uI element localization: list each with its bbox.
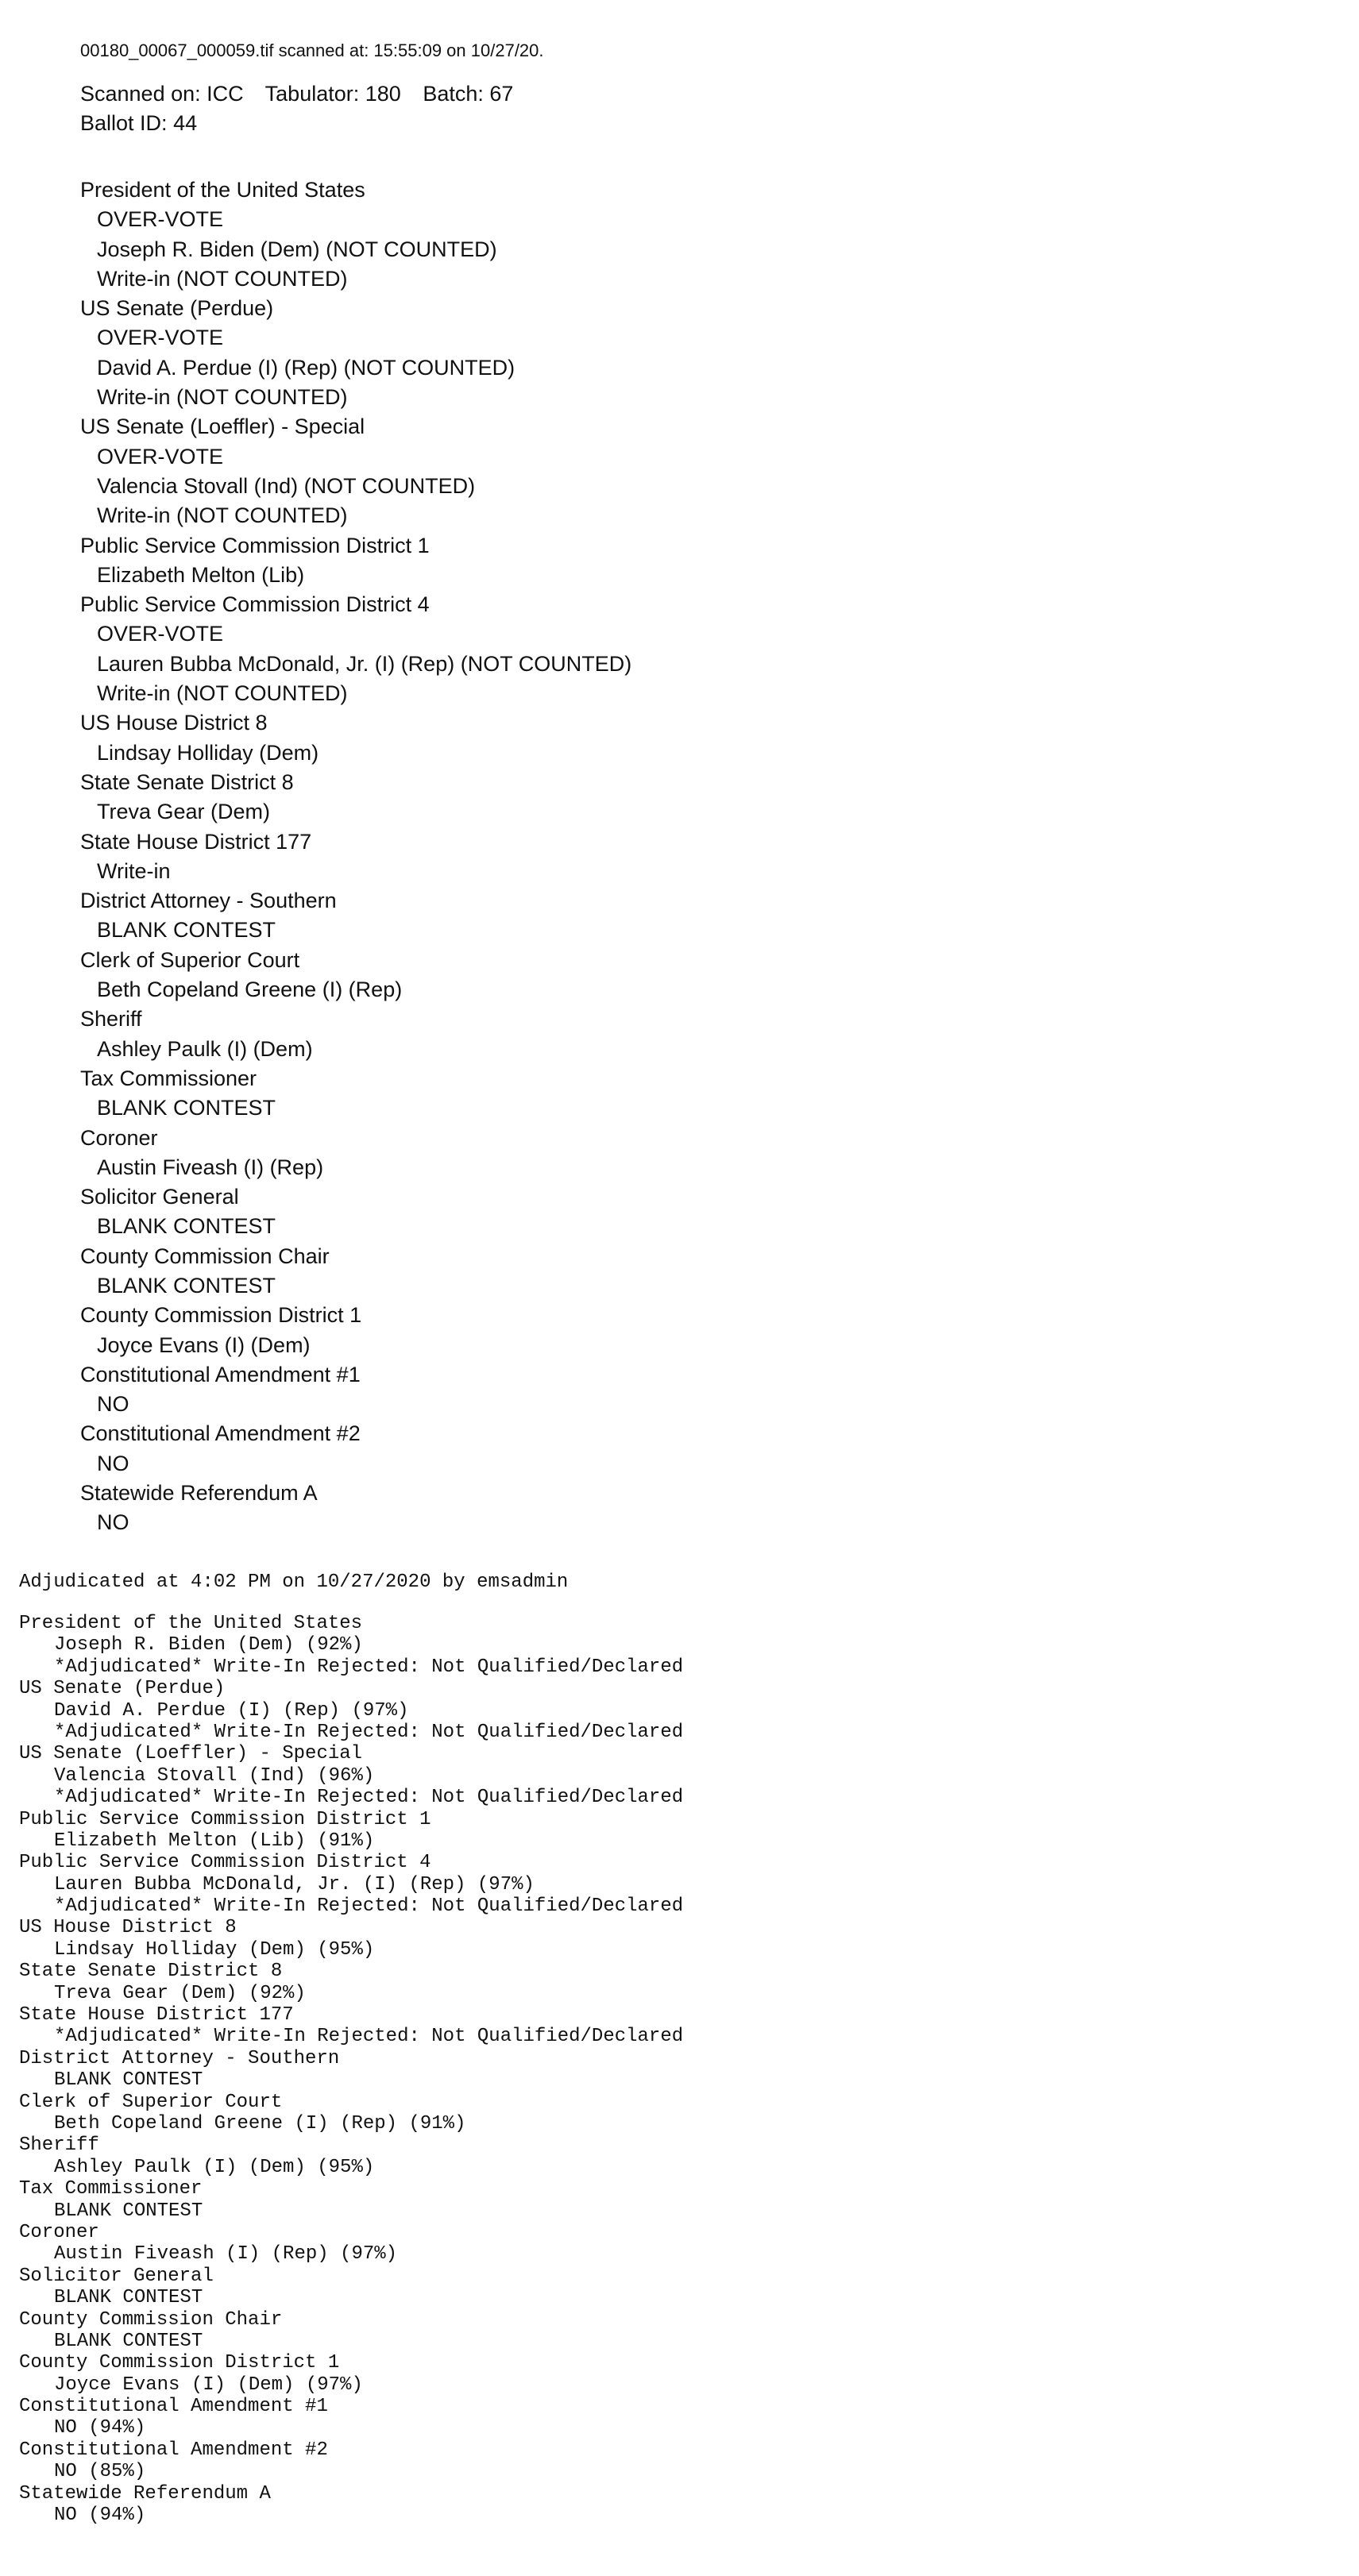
tabulator-value: 180 [365, 82, 401, 106]
contest-title: District Attorney - Southern [19, 2047, 340, 2069]
contest-choice: BLANK CONTEST [97, 1214, 276, 1239]
scan-header [80, 38, 544, 138]
contest-choice: OVER-VOTE [97, 207, 224, 232]
contest-title: Clerk of Superior Court [19, 2091, 283, 2113]
contest-title: US House District 8 [19, 1917, 237, 1939]
contest-choice: Joseph R. Biden (Dem) (NOT COUNTED) [97, 237, 497, 261]
contest-choice: *Adjudicated* Write-In Rejected: Not Qualified/Declared [54, 1721, 684, 1743]
ballot-id-value: 44 [173, 111, 198, 135]
contest-title: Constitutional Amendment #1 [19, 2396, 328, 2418]
contest-choice: BLANK CONTEST [54, 2330, 203, 2352]
contest-choice: *Adjudicated* Write-In Rejected: Not Qualified/Declared [54, 1656, 684, 1678]
contest-choice: Treva Gear (Dem) (92%) [54, 1982, 306, 2004]
contest-choice: Lauren Bubba McDonald, Jr. (I) (Rep) (97%) [54, 1873, 535, 1895]
scan-meta-line-2 [80, 109, 544, 138]
contest-title: Sheriff [19, 2134, 99, 2157]
contest-title: County Commission Chair [19, 2308, 283, 2331]
contest-choice: Treva Gear (Dem) [97, 800, 271, 824]
contest-choice: NO [97, 1392, 129, 1417]
contest-choice: David A. Perdue (I) (Rep) (NOT COUNTED) [97, 355, 515, 380]
contest-choice: Elizabeth Melton (Lib) [97, 562, 305, 587]
contest-choice: BLANK CONTEST [97, 1273, 276, 1298]
contest-choice: BLANK CONTEST [54, 2287, 203, 2309]
contest-choice: Write-in (NOT COUNTED) [97, 385, 348, 410]
contest-choice: BLANK CONTEST [54, 2069, 203, 2092]
contest-title: Constitutional Amendment #2 [80, 1421, 361, 1446]
contest-choice: *Adjudicated* Write-In Rejected: Not Qualified/Declared [54, 1895, 684, 1918]
contest-choice: Joyce Evans (I) (Dem) (97%) [54, 2374, 363, 2396]
contest-choice: Lindsay Holliday (Dem) (95%) [54, 1938, 375, 1961]
contest-title: Tax Commissioner [19, 2178, 203, 2200]
contest-choice: David A. Perdue (I) (Rep) (97%) [54, 1699, 409, 1722]
contest-choice: Write-in (NOT COUNTED) [97, 681, 348, 706]
contest-title: Coroner [19, 2221, 99, 2243]
contest-choice: Austin Fiveash (I) (Rep) (97%) [54, 2243, 398, 2266]
contest-choice: *Adjudicated* Write-In Rejected: Not Qualified/Declared [54, 1787, 684, 1809]
ballot-id-label: Ballot ID: [80, 111, 168, 135]
contest-title: Public Service Commission District 4 [19, 1852, 431, 1874]
contest-choice: Write-in [97, 858, 171, 883]
contest-title: Public Service Commission District 1 [80, 533, 430, 557]
scan-meta [80, 79, 544, 138]
contest-choice: Beth Copeland Greene (I) (Rep) (91%) [54, 2112, 466, 2134]
contest-choice: Beth Copeland Greene (I) (Rep) [97, 978, 403, 1002]
contest-title: Constitutional Amendment #1 [80, 1362, 361, 1386]
contest-title: Constitutional Amendment #2 [19, 2439, 328, 2461]
contest-choice: BLANK CONTEST [97, 918, 276, 943]
contest-title: Sheriff [80, 1007, 142, 1032]
contest-title: Public Service Commission District 1 [19, 1808, 431, 1830]
contest-choice: NO (94%) [54, 2505, 146, 2527]
contest-choice: BLANK CONTEST [54, 2200, 203, 2222]
contest-choice: Valencia Stovall (Ind) (96%) [54, 1764, 375, 1787]
scanned-on-label: Scanned on: [80, 82, 201, 106]
contest-title: State House District 177 [19, 2004, 294, 2026]
adjudication-header: Adjudicated at 4:02 PM on 10/27/2020 by emsadmin [19, 1571, 569, 1593]
contest-title: US Senate (Perdue) [80, 296, 274, 321]
scanned-on-value: ICC [207, 82, 244, 106]
scan-contest-list [80, 175, 631, 1538]
adjudicated-contest-list [19, 1613, 683, 2526]
scan-filename-line: 00180_00067_000059.tif scanned at: 15:55:09 on 10/27/20. [80, 40, 544, 60]
contest-choice: Austin Fiveash (I) (Rep) [97, 1155, 324, 1179]
contest-choice: Write-in (NOT COUNTED) [97, 266, 348, 291]
contest-choice: Joseph R. Biden (Dem) (92%) [54, 1634, 363, 1656]
contest-choice: OVER-VOTE [97, 326, 224, 350]
contest-title: US Senate (Perdue) [19, 1678, 226, 1700]
tabulator-label: Tabulator: [264, 82, 360, 106]
contest-choice: Lindsay Holliday (Dem) [97, 740, 319, 765]
contest-title: US Senate (Loeffler) - Special [80, 415, 365, 439]
contest-title: Statewide Referendum A [19, 2482, 271, 2505]
contest-choice: BLANK CONTEST [97, 1096, 276, 1120]
contest-title: County Commission District 1 [19, 2352, 340, 2374]
contest-choice: Valencia Stovall (Ind) (NOT COUNTED) [97, 473, 476, 498]
contest-choice: Ashley Paulk (I) (Dem) [97, 1036, 313, 1061]
contest-title: District Attorney - Southern [80, 889, 337, 913]
contest-title: Solicitor General [19, 2265, 214, 2287]
contest-choice: NO (85%) [54, 2461, 146, 2483]
scan-meta-line-1 [80, 79, 544, 109]
batch-label: Batch: [423, 82, 484, 106]
contest-choice: OVER-VOTE [97, 444, 224, 469]
contest-title: State Senate District 8 [80, 769, 294, 794]
contest-title: Clerk of Superior Court [80, 947, 300, 972]
contest-choice: Write-in (NOT COUNTED) [97, 503, 348, 528]
contest-choice: Lauren Bubba McDonald, Jr. (I) (Rep) (NOT COUNTED) [97, 651, 632, 676]
contest-title: Public Service Commission District 4 [80, 592, 430, 617]
contest-title: Statewide Referendum A [80, 1481, 318, 1506]
contest-title: Coroner [80, 1125, 158, 1150]
contest-choice: NO (94%) [54, 2417, 146, 2439]
contest-title: Tax Commissioner [80, 1066, 257, 1090]
contest-title: US Senate (Loeffler) - Special [19, 1743, 363, 1765]
contest-title: US House District 8 [80, 711, 268, 735]
contest-choice: Joyce Evans (I) (Dem) [97, 1332, 311, 1357]
contest-choice: OVER-VOTE [97, 622, 224, 646]
contest-title: President of the United States [19, 1613, 363, 1634]
contest-choice: NO [97, 1451, 129, 1475]
contest-choice: *Adjudicated* Write-In Rejected: Not Qualified/Declared [54, 2026, 684, 2048]
contest-title: County Commission District 1 [80, 1303, 362, 1328]
contest-choice: Ashley Paulk (I) (Dem) (95%) [54, 2156, 375, 2178]
contest-choice: Elizabeth Melton (Lib) (91%) [54, 1830, 375, 1852]
contest-choice: NO [97, 1510, 129, 1535]
contest-title: State House District 177 [80, 829, 312, 854]
contest-title: State Senate District 8 [19, 1961, 283, 1983]
contest-title: Solicitor General [80, 1185, 239, 1209]
contest-title: President of the United States [80, 178, 365, 202]
contest-title: County Commission Chair [80, 1244, 330, 1268]
batch-value: 67 [489, 82, 514, 106]
